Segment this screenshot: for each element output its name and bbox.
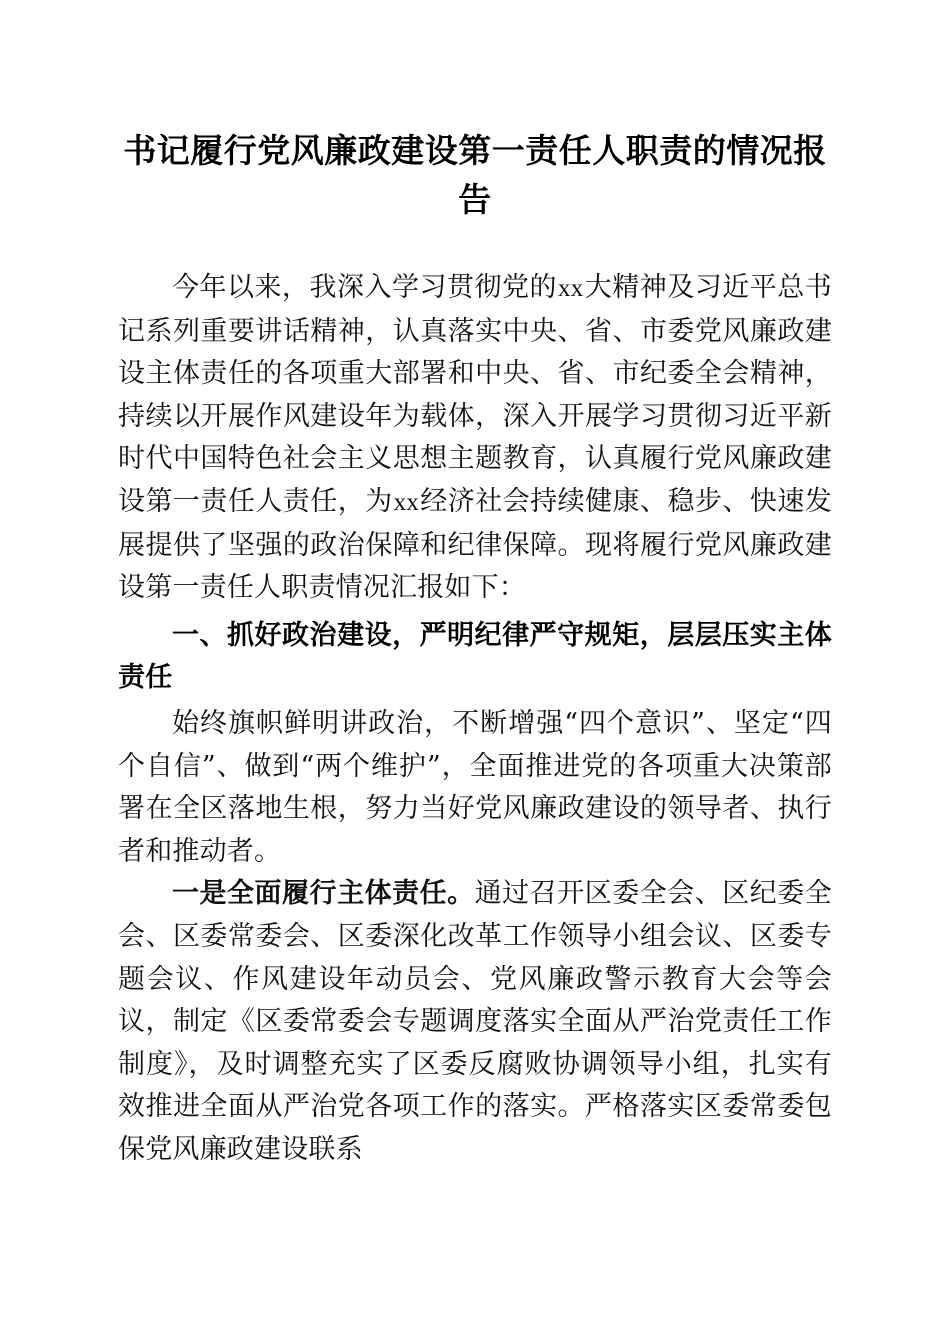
intro-latin-placeholder-1: xx xyxy=(558,275,584,302)
paragraph-body-2 xyxy=(118,873,832,1171)
paragraph-intro xyxy=(118,267,832,610)
paragraph-body-1: 始终旗帜鲜明讲政治，不断增强“四个意识”、坚定“四个自信”、做到“两个维护”，全面推进党的各项重大决策部署在全区落地生根，努力当好党风廉政建设的领导者、执行者和推动者。 xyxy=(118,707,832,867)
intro-text-part-3: 经济社会持续健康、稳步、快速发展提供了坚强的政治保障和纪律保障。现将履行党风廉政建设第一责任人职责情况汇报如下： xyxy=(118,485,833,604)
section-heading-1: 一、抓好政治建设，严明纪律严守规矩，层层压实主体责任 xyxy=(118,619,832,693)
document-content xyxy=(118,0,832,1171)
intro-latin-placeholder-2: xx xyxy=(393,488,420,516)
document-title: 书记履行党风廉政建设第一责任人职责的情况报告 xyxy=(123,134,827,219)
intro-text-part-2: 大精神及习近平总书记系列重要讲话精神，认真落实中央、省、市委党风廉政建设主体责任的各项重大部署和中央、省、市纪委全会精神，持续以开展作风建设年为载体，深入开展学习贯彻习近平新时代中国特色社会主义思想主题教育，认真履行党风廉政建设第一责任人责任，为 xyxy=(118,272,832,517)
paragraph-body-2-lead: 一是全面履行主体责任。 xyxy=(172,878,475,910)
intro-text-part-1: 今年以来，我深入学习贯彻党的 xyxy=(172,272,558,303)
paragraph-body-2-text: 通过召开区委全会、区纪委全会、区委常委会、区委深化改革工作领导小组会议、区委专题会议、作风建设年动员会、党风廉政警示教育大会等会议，制定《区委常委会专题调度落实全面从严治党责任工作制度》，及时调整充实了区委反腐败协调领导小组，扎实有效推进全面从严治党各项工作的落实。严格落实区委常委包保党风廉政建设联系 xyxy=(118,878,832,1165)
